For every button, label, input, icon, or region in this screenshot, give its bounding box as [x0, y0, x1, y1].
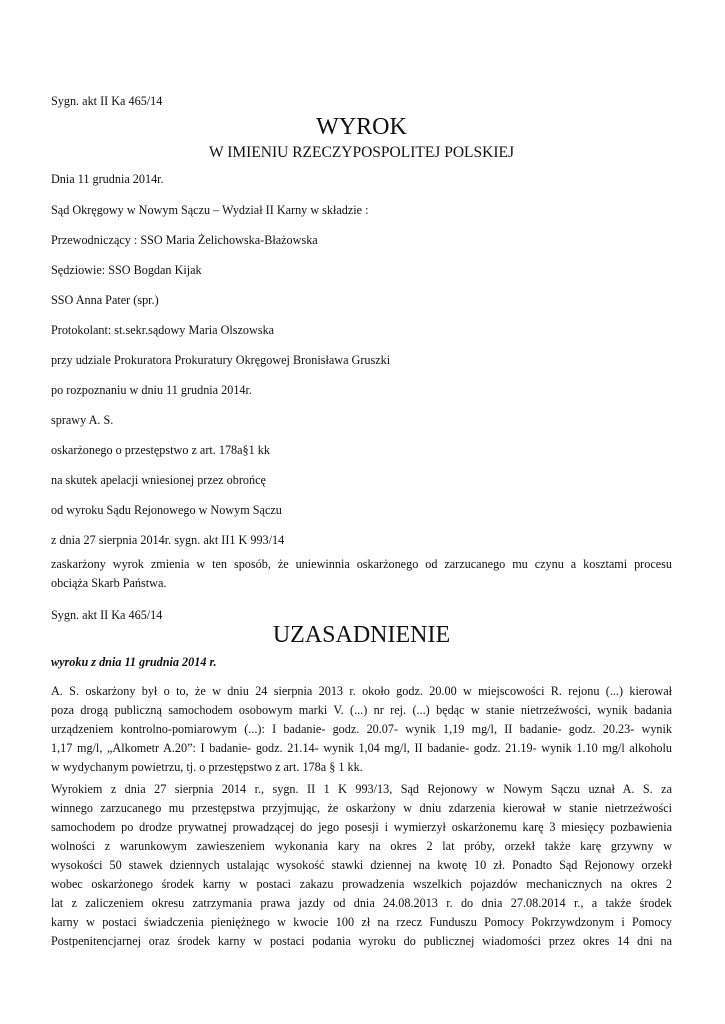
judge-rapporteur: SSO Anna Pater (spr.) — [51, 293, 159, 307]
case-party: sprawy A. S. — [51, 413, 114, 427]
paragraph-line: poza drogą publiczną samochodem osobowym marki V. (...) nr rej. (...) będąc w stanie nietrzeźwości, wynik badania — [51, 703, 672, 717]
appeal-info: na skutek apelacji wniesionej przez obrońcę — [51, 473, 266, 487]
paragraph-line: wolności z warunkowym zawieszeniem wykonania kary na okres 2 lat próby, orzekł także karę grzywny w — [51, 839, 672, 853]
paragraph-line: urządzeniem kontrolno-pomiarowym (...): I badanie- godz. 20.07- wynik 1,19 mg/l, II badanie- godz. 20.23- wynik — [51, 722, 672, 736]
judgment-subtitle: W IMIENIU RZECZYPOSPOLITEJ POLSKIEJ — [209, 144, 514, 161]
court-clerk: Protokolant: st.sekr.sądowy Maria Olszowska — [51, 323, 275, 337]
justification-paragraph-1 — [51, 682, 672, 777]
ruling-paragraph — [51, 555, 672, 593]
court-composition: Sąd Okręgowy w Nowym Sączu – Wydział II Karny w składzie : — [51, 203, 369, 217]
paragraph-line: Wyrokiem z dnia 27 sierpnia 2014 r., sygn. II 1 K 993/13, Sąd Rejonowy w Nowym Sączu uznał A. S. za — [51, 782, 672, 796]
paragraph-line: samochodem po drodze prywatnej prowadzącej do jego posesji i wymierzył oskarżonemu karę 3 miesięcy pozbawienia — [51, 820, 672, 834]
justification-paragraph-2 — [51, 780, 672, 951]
justification-heading: UZASADNIENIE — [272, 622, 451, 648]
charge: oskarżonego o przestępstwo z art. 178a§1 kk — [51, 443, 270, 457]
lower-court-date: z dnia 27 sierpnia 2014r. sygn. akt II1 K 993/14 — [51, 533, 285, 547]
ruling-line: obciąża Skarb Państwa. — [51, 576, 167, 590]
presiding-judge: Przewodniczący : SSO Maria Żelichowska-Błażowska — [51, 233, 318, 247]
case-signature-top: Sygn. akt II Ka 465/14 — [51, 94, 163, 108]
judgment-title: WYROK — [316, 114, 407, 140]
ruling-line: zaskarżony wyrok zmienia w ten sposób, że uniewinnia oskarżonego od zarzucanego mu czynu a kosztami procesu — [51, 557, 672, 571]
judgment-date: Dnia 11 grudnia 2014r. — [51, 172, 164, 186]
paragraph-line: 1,17 mg/l, „Alkometr A.20”: I badanie- godz. 21.14- wynik 1,04 mg/l, II badanie- godz. 21.19- wynik 1.10 mg/l alkoholu — [51, 741, 672, 755]
judges: Sędziowie: SSO Bogdan Kijak — [51, 263, 202, 277]
paragraph-line: Postpenitencjarnej oraz środek karny w postaci podania wyroku do publicznej wiadomości przez okres 14 dni na — [51, 934, 672, 948]
paragraph-line: lat z zaliczeniem okresu zatrzymania prawa jazdy od dnia 24.08.2013 r. do dnia 27.08.2014 r., a także środek — [51, 896, 672, 910]
prosecutor: przy udziale Prokuratora Prokuratury Okręgowej Bronisława Gruszki — [51, 353, 391, 367]
case-signature-mid: Sygn. akt II Ka 465/14 — [51, 608, 163, 622]
hearing-date: po rozpoznaniu w dniu 11 grudnia 2014r. — [51, 383, 252, 397]
paragraph-line: wobec oskarżonego środek karny w postaci zakazu prowadzenia wszelkich pojazdów mechanicznych na okres 2 — [51, 877, 672, 891]
justification-subheading: wyroku z dnia 11 grudnia 2014 r. — [51, 655, 217, 669]
lower-court-judgment: od wyroku Sądu Rejonowego w Nowym Sączu — [51, 503, 282, 517]
paragraph-line: winnego zarzucanego mu przestępstwa przyjmując, że oskarżony w dniu zdarzenia kierował w stanie nietrzeźwości — [51, 801, 672, 815]
paragraph-line: wysokości 50 stawek dziennych ustalając wysokość stawki dziennej na kwotę 10 zł. Ponadto Sąd Rejonowy orzekł — [51, 858, 672, 872]
paragraph-line: A. S. oskarżony był o to, że w dniu 24 sierpnia 2013 r. około godz. 20.00 w miejscowości R. rejonu (...) kierował — [51, 684, 672, 698]
paragraph-line: karny w postaci świadczenia pieniężnego w kwocie 100 zł na rzecz Funduszu Pomocy Pokrzywdzonym i Pomocy — [51, 915, 672, 929]
paragraph-line: w wydychanym powietrzu, tj. o przestępstwo z art. 178a § 1 kk. — [51, 760, 363, 774]
